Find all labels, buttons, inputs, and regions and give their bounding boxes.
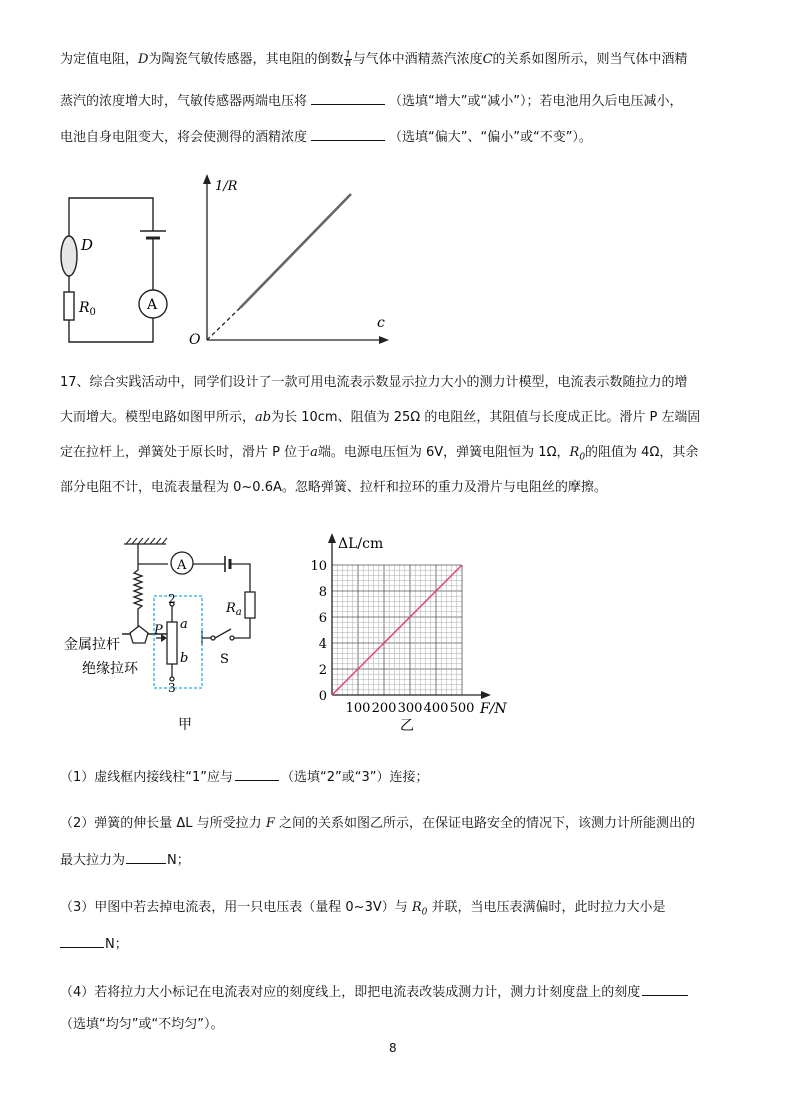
x-tick-label: 100	[345, 701, 371, 716]
text: N；	[167, 853, 190, 868]
answer-blank[interactable]	[235, 768, 279, 781]
y-arrow-icon	[203, 174, 211, 184]
wire	[234, 618, 250, 638]
frac-num: 1	[345, 50, 351, 59]
var-F: F	[265, 816, 275, 831]
text: （选填“均匀”或“不均匀”）。	[60, 1017, 224, 1032]
insulating-ring	[130, 626, 148, 643]
y-tick-label: 4	[318, 637, 327, 652]
figure-caption: 乙	[400, 718, 414, 734]
text: 蒸汽的浓度增大时，气敏传感器两端电压将	[60, 94, 308, 109]
q17-sub-4-cont	[60, 1016, 223, 1034]
text: 端。电源电压恒为 6V，弹簧电阻恒为 1Ω，	[317, 445, 570, 460]
text: 之间的关系如图乙所示，在保证电路安全的情况下，该测力计所能测出的	[274, 816, 695, 831]
text: 的阻值为 4Ω，其余	[585, 445, 699, 460]
x-axis-label: c	[377, 315, 385, 331]
wire	[230, 564, 250, 592]
text: （2）弹簧的伸长量 ΔL 与所受拉力	[60, 816, 266, 831]
q17-sub-1	[60, 768, 429, 787]
var-C: C	[482, 52, 493, 67]
dashed-box	[154, 596, 202, 688]
q17-paragraph-line-1	[60, 374, 688, 392]
var-R0: R	[411, 900, 422, 915]
text: 为定值电阻，	[60, 52, 139, 67]
frac-den: R	[345, 59, 352, 68]
y-tick-label: 8	[318, 585, 327, 600]
q17-sub-2	[60, 815, 695, 833]
terminal-2-label: 2	[168, 592, 176, 606]
resistor-R0	[64, 292, 74, 320]
end-b-label: b	[180, 651, 189, 666]
x-tick-label: 400	[423, 701, 449, 716]
y-axis-label: ΔL/cm	[338, 536, 384, 552]
resistance-wire-ab	[167, 622, 177, 664]
end-a-label: a	[180, 617, 188, 632]
figure-caption: 甲	[178, 717, 192, 733]
figure-yi-chart	[310, 530, 520, 740]
y-tick-label: 0	[318, 689, 327, 704]
x-tick-label: 500	[449, 701, 475, 716]
x-tick-label: 200	[371, 701, 397, 716]
answer-blank[interactable]	[642, 983, 688, 996]
text: （选填“偏大”、“偏小”或“不变”）。	[389, 130, 592, 145]
text: 部分电阻不计，电流表量程为 0~0.6A。忽略弹簧、拉杆和拉环的重力及滑片与电阻丝的摩擦。	[60, 480, 607, 495]
ammeter-label: A	[147, 297, 158, 313]
q17-paragraph-line-2	[60, 409, 700, 427]
y-arrow-icon	[328, 533, 336, 543]
x-arrow-icon	[481, 691, 491, 699]
extrapolated-segment	[207, 308, 240, 340]
y-tick-label: 10	[310, 559, 327, 574]
q16-line-1	[60, 51, 688, 69]
text: 并联，当电压表满偏时，此时拉力大小是	[427, 900, 666, 915]
gas-sensor-D	[61, 236, 77, 276]
series-line	[332, 565, 462, 695]
text: （选填“2”或“3”）连接；	[281, 770, 429, 785]
switch-contact	[230, 636, 234, 640]
text: 17、综合实践活动中，同学们设计了一款可用电流表示数显示拉力大小的测力计模型，电流表示数随拉力的增	[60, 375, 688, 390]
q17-sub-3	[60, 899, 666, 922]
subscript: 0	[579, 452, 586, 463]
q17-paragraph-line-3	[60, 444, 698, 467]
var-R0: R	[569, 445, 580, 460]
text: 定在拉杆上，弹簧处于原长时，滑片 P 位于	[60, 445, 311, 460]
fraction-1-over-R	[344, 51, 351, 68]
sensor-label: D	[81, 236, 94, 254]
switch-label: S	[220, 652, 229, 667]
text: 大而增大。模型电路如图甲所示，	[60, 410, 256, 425]
resistor-Ra	[245, 592, 255, 618]
text: （1）虚线框内接线柱“1”应与	[60, 770, 234, 785]
resistor-Ra-label: $R_a$	[226, 601, 242, 618]
text: N；	[105, 937, 128, 952]
switch-blade	[215, 629, 231, 638]
ammeter-label: A	[177, 558, 187, 573]
slider-P-label: P	[154, 623, 163, 638]
var-a: a	[310, 445, 318, 460]
page-number: 8	[389, 1041, 397, 1055]
terminal-3-label: 3	[168, 681, 176, 695]
text: 最大拉力为	[60, 853, 126, 868]
text: （选填“增大”或“减小”）；若电池用久后电压减小，	[389, 94, 683, 109]
text: 与气体中酒精蒸汽浓度	[352, 52, 483, 67]
text: （3）甲图中若去掉电流表，用一只电压表（量程 0~3V）与	[60, 900, 412, 915]
text: 的关系如图所示，则当气体中酒精	[492, 52, 688, 67]
answer-blank[interactable]	[311, 128, 385, 141]
q17-sub-3-cont	[60, 935, 128, 954]
subscript: 0	[421, 907, 428, 918]
ceiling-hatch	[126, 538, 167, 544]
insulating-ring-label: 绝缘拉环	[82, 661, 138, 677]
y-tick-label: 2	[318, 663, 327, 678]
var-ab: ab	[255, 410, 272, 425]
x-axis-label: F/N	[480, 701, 507, 717]
wire	[69, 318, 153, 342]
q16-circuit-diagram	[50, 180, 200, 350]
text: 为陶瓷气敏传感器，其电阻的倒数	[148, 52, 344, 67]
q16-inverse-resistance-graph	[185, 172, 385, 352]
y-tick-label: 6	[318, 611, 327, 626]
answer-blank[interactable]	[60, 935, 104, 948]
text: 为长 10cm、阻值为 25Ω 的电阻丝，其阻值与长度成正比。滑片 P 左端固	[271, 410, 701, 425]
switch-contact	[211, 636, 215, 640]
answer-blank[interactable]	[311, 92, 385, 105]
text: （4）若将拉力大小标记在电流表对应的刻度线上，即把电流表改装成测力计，测力计刻度盘上的刻度	[60, 985, 641, 1000]
y-axis-label: 1/R	[215, 179, 238, 194]
data-line	[240, 194, 351, 308]
q16-line-3	[60, 128, 592, 147]
q17-sub-4	[60, 983, 688, 1002]
wire	[69, 198, 153, 240]
q16-line-2	[60, 92, 682, 111]
figure-jia-circuit	[62, 530, 277, 740]
resistor-label: $R_0$	[79, 300, 96, 318]
spring	[134, 564, 142, 634]
metal-rod-label: 金属拉杆	[64, 637, 120, 653]
var-D: D	[138, 52, 149, 67]
q17-sub-2-cont	[60, 851, 190, 870]
x-tick-label: 300	[397, 701, 423, 716]
x-arrow-icon	[379, 336, 389, 344]
q17-paragraph-line-4	[60, 479, 607, 497]
text: 电池自身电阻变大，将会使测得的酒精浓度	[60, 130, 308, 145]
answer-blank[interactable]	[126, 851, 166, 864]
chart-series	[332, 565, 462, 695]
origin-label: O	[189, 332, 201, 348]
